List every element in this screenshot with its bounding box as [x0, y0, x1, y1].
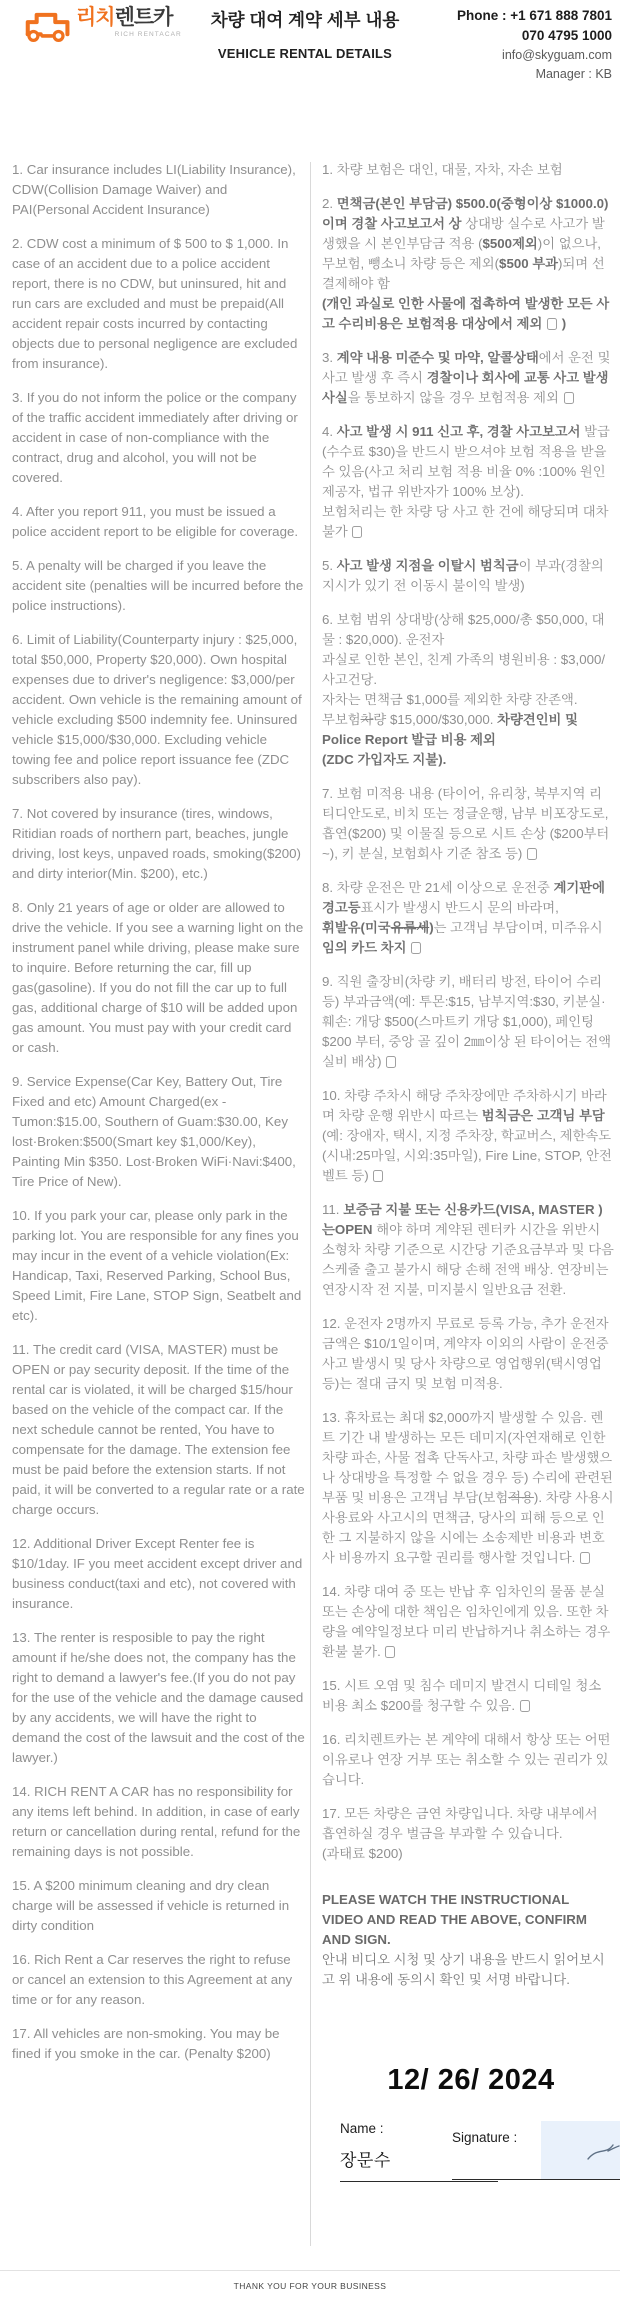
term-item-ko — [322, 784, 614, 864]
phone-number-primary: Phone : +1 671 888 7801 — [457, 8, 612, 23]
term-item-en: 10. If you park your car, please only park in the parking lot. You are responsible for any fines you may incur in the event of a vehicle violation(Ex: Handicap, Taxi, Reserved Parking, School Bus, Speed Limit, Fire Lane, STOP Sign, Seatbelt and etc). — [12, 1208, 302, 1323]
term-text: 11. — [322, 1202, 344, 1217]
term-text: 14. 차량 대여 중 또는 반납 후 임차인의 물품 분실 또는 손상에 대한 책임은 임차인에게 있음. 또한 차량을 예약일정보다 미리 반납하거나 취소하는 경우 환불 불가. — [322, 1584, 611, 1659]
term-text: 유류세 — [390, 920, 430, 935]
checkbox-icon[interactable] — [547, 318, 557, 330]
term-item-ko — [322, 1086, 614, 1186]
term-item-en: 14. RICH RENT A CAR has no responsibility for any items left behind. In addition, in case of early return or cancellation during rental, refund for the remaining days is not possible. — [12, 1784, 301, 1859]
name-label: Name : — [340, 2121, 384, 2136]
term-text: 차 — [360, 712, 374, 727]
term-text: 9. 직원 출장비(차량 키, 배터리 방전, 타이어 수리등) 부과금액(예: 투몬:$15, 남부지역:$30, 키분실·훼손: 개당 $500(스마트키 개당 $1,000), 페인팅 $200 부터, 중앙 골 깊이 2㎜이상 된 타이어는 전액 실비 배상) — [322, 974, 612, 1069]
term-text: ) — [558, 316, 567, 331]
signature-label: Signature : — [452, 2130, 518, 2145]
signature-underline — [452, 2179, 620, 2180]
term-text: 1. 차량 보험은 대인, 대물, 자차, 자손 보험 — [322, 162, 563, 177]
term-item-en: 7. Not covered by insurance (tires, windows, Ritidian roads of northern part, beaches, jungle driving, lost keys, unpaved roads, smoking($200) and dirty interior(Min. $200), etc.) — [12, 806, 301, 881]
term-item-ko — [322, 1408, 614, 1568]
term-text: 무보험 — [322, 712, 361, 727]
term-item-en: 1. Car insurance includes LI(Liability Insurance), CDW(Collision Damage Waiver) and PAI(Personal Accident Insurance) — [12, 162, 296, 217]
term-text: (예: 장애자, 택시, 지정 주차장, 학교버스, 제한속도(시내:25마일, 시외:35마일), Fire Line, STOP, 안전벨트 등) — [322, 1128, 612, 1183]
term-item-en: 8. Only 21 years of age or older are allowed to drive the vehicle. If you see a warning light on the instrument panel while driving, please make sure to inquire. Before returning the car, fill up gas(gasoline). If you do not fill the car up to full gas, additional charge of $10 will be added upon gas amount. You must pay with your credit card or cash. — [12, 900, 304, 1055]
checkbox-icon[interactable] — [411, 942, 421, 954]
term-item-ko — [322, 160, 614, 180]
term-text: (과태료 $200) — [322, 1846, 403, 1861]
checkbox-icon[interactable] — [564, 392, 574, 404]
terms-column-en — [12, 160, 306, 2078]
term-text: 5. — [322, 558, 337, 573]
term-item-en: 13. The renter is resposible to pay the right amount if he/she does not, the company has the right to demand a lawyer's fee.(If you do not pay for the use of the vehicle and the damage caused by any accidents, we will have the right to demand the cost of the lawsuit and the cost of the lawyer.) — [12, 1630, 305, 1765]
closing-notice-en: PLEASE WATCH THE INSTRUCTIONAL VIDEO AND READ THE ABOVE, CONFIRM AND SIGN. — [322, 1892, 587, 1947]
checkbox-icon[interactable] — [373, 1170, 383, 1182]
term-item-ko — [322, 1200, 614, 1300]
checkbox-icon[interactable] — [520, 1700, 530, 1712]
term-text: 발급(수수료 $30)을 반드시 받으셔야 보험 적용을 받을 수 있음(사고 처리 보험 적용 비율 0% :100% 원인제공자, 법규 위반자가 100% 보상). — [322, 424, 610, 499]
term-text: 차량견인비 및 Police Report 발급 비용 제외 — [322, 712, 578, 747]
name-underline — [340, 2181, 498, 2182]
car-icon — [22, 6, 74, 44]
term-text: ) — [429, 920, 434, 935]
term-text: 적용 — [508, 1490, 534, 1505]
term-text: 계약 내용 미준수 및 마약, 알콜상태 — [336, 350, 539, 365]
term-text: 12. 운전자 2명까지 무료로 등록 가능, 추가 운전자 금액은 $10/1일이며, 계약자 이외의 사람이 운전중 사고 발생시 및 당사 차량으로 영업행위(택시영업 등)는 절대 금지 및 보험 미적용. — [322, 1316, 609, 1391]
term-text: 량 $15,000/$30,000. — [373, 712, 498, 727]
term-text: 15. 시트 오염 및 침수 데미지 발견시 디테일 청소 비용 최소 $200를 청구할 수 있음. — [322, 1678, 602, 1713]
term-text: 사고 발생 시 911 신고 후, 경찰 사고보고서 — [336, 424, 581, 439]
term-text: 에서 운전 및 사고 발생 후 즉시 — [322, 350, 611, 385]
term-text: 해야 하며 계약된 렌터카 시간을 위반시 소형차 차량 기준으로 시간당 기준요금부과 및 다음 스케줄 출고 불가시 해당 손해 전액 배상. 연장비는 연장시작 전 지불, 미지불시 일반요금 전환. — [322, 1222, 614, 1297]
signature-pad[interactable] — [541, 2121, 620, 2179]
term-item-ko — [322, 878, 614, 958]
term-item-ko — [322, 1314, 614, 1394]
contract-date: 12/ 26/ 2024 — [387, 2064, 555, 2096]
term-text: $500 부과 — [499, 256, 559, 271]
term-item-en: 4. After you report 911, you must be issued a police accident report to be eligible for coverage. — [12, 504, 299, 539]
term-text: 10. 차량 주차시 해당 주차장에만 주차하시기 바라며 차량 운행 위반시 따르는 — [322, 1088, 607, 1123]
page-title-english: VEHICLE RENTAL DETAILS — [217, 46, 393, 61]
term-item-ko — [322, 194, 614, 334]
checkbox-icon[interactable] — [580, 1552, 590, 1564]
term-text: ). 차량 사용시 사용료와 사고시의 면책금, 당사의 피해 등으로 인한 그 지불하지 않을 시에는 소송제반 비용과 변호사 비용까지 요구할 권리를 행사할 것입니다. — [322, 1490, 614, 1565]
term-text: 표시가 발생시 반드시 문의 바라며, — [360, 900, 559, 915]
term-item-en: 17. All vehicles are non-smoking. You may be fined if you smoke in the car. (Penalty $200) — [12, 2026, 280, 2061]
term-text: )되며 선결제해야 함 — [322, 256, 605, 291]
term-text: )이 없으나, 무보험, 뺑소니 차량 등은 제외( — [322, 236, 601, 271]
term-text: 3. — [322, 350, 337, 365]
checkbox-icon[interactable] — [352, 526, 362, 538]
term-text: 이 부과(경찰의 지시가 있기 전 이동시 불이익 발생) — [322, 558, 604, 593]
terms-column-ko — [322, 160, 614, 2004]
header — [0, 0, 620, 120]
term-text: 범칙금은 고객님 부담 — [481, 1108, 605, 1123]
term-item-en: 6. Limit of Liability(Counterparty injury : $25,000, total $50,000, Property $20,000). Own hospital expenses due to driver's negligence: $3,000/per accident. Own vehicle is the remaining amount of vehicle excluding $500 indemnity fee. Uninsured vehicle $15,000/$30,000. Excluding vehicle towing fee and police report issuance fee (ZDC subscribers also pay). — [12, 632, 302, 787]
term-item-ko — [322, 422, 614, 542]
term-item-en: 9. Service Expense(Car Key, Battery Out, Tire Fixed and etc) Amount Charged(ex - Tumon:$15.00, Southern of Guam:$30.00, Key lost·Broken:$500(Smart key $1,000/Key), Painting Min $350. Lost·Broken WiFi·Navi:$400, Tire Price of New). — [12, 1074, 296, 1189]
signature-section — [322, 2064, 620, 2204]
title-block — [190, 8, 420, 61]
term-item-ko — [322, 1582, 614, 1662]
brand-logo — [22, 6, 182, 44]
term-text: 상대방 실수로 사고가 발생했을 시 본인부담금 적용 ( — [322, 216, 605, 251]
term-text: 과실로 인한 본인, 친계 가족의 병원비용 : $3,000/사고건당. — [322, 652, 606, 687]
term-item-en: 2. CDW cost a minimum of $ 500 to $ 1,000. In case of an accident due to a police accident report, there is no CDW, but uninsured, hit and run cars are excluded and must be prepaid(All accident repair costs incurred by contacting objects due to personal negligence are excluded from insurance). — [12, 236, 298, 371]
checkbox-icon[interactable] — [386, 1056, 396, 1068]
contact-block — [457, 6, 612, 84]
name-field[interactable]: 장문수 — [340, 2151, 391, 2170]
email-address: info@skyguam.com — [502, 48, 612, 62]
term-text: 17. 모든 차량은 금연 차량입니다. 차량 내부에서 흡연하실 경우 벌금을 부과할 수 있습니다. — [322, 1806, 598, 1841]
term-text: 6. 보험 범위 상대방(상해 $25,000/총 $50,000, 대물 : $20,000). 운전자 — [322, 612, 605, 647]
manager-name: Manager : KB — [535, 67, 612, 81]
term-text: 경찰이나 회사에 교통 사고 발생 사실 — [322, 370, 609, 405]
term-text: 자차는 면책금 $1,000를 제외한 차량 잔존액. — [322, 692, 578, 707]
term-item-en: 16. Rich Rent a Car reserves the right to refuse or cancel an extension to this Agreement at any time or for any reason. — [12, 1952, 293, 2007]
term-text: 계기판에 경고등 — [322, 880, 605, 915]
term-text: 7. 보험 미적용 내용 (타이어, 유리창, 북부지역 리티디안도로, 비치 또는 정글운행, 남부 비포장도로, 흡연($200) 및 이물질 등으로 시트 손상 ($200부터~), 키 분실, 보험회사 기준 참조 등) — [322, 786, 610, 861]
column-divider — [310, 162, 311, 2246]
term-text: 사고 발생 지점을 이탈시 범칙금 — [336, 558, 519, 573]
term-item-ko — [322, 972, 614, 1072]
term-item-ko — [322, 610, 614, 770]
closing-notice-ko: 안내 비디오 시청 및 상기 내용을 반드시 읽어보시고 위 내용에 동의시 확인 및 서명 바랍니다. — [322, 1952, 605, 1987]
term-text: 16. 리치렌트카는 본 계약에 대해서 항상 또는 어떤 이유로나 연장 거부 또는 취소할 수 있는 권리가 있습니다. — [322, 1732, 611, 1787]
brand-name-dark: 렌트카 — [114, 6, 173, 29]
term-text: 보험처리는 한 차량 당 사고 한 건에 해당되며 대차 불가 — [322, 504, 609, 539]
term-text: (개인 과실로 인한 사물에 접촉하여 발생한 모든 사고 수리비용은 보험적용 대상에서 제외 — [322, 296, 610, 331]
term-item-ko — [322, 348, 614, 408]
page-title-korean: 차량 대여 계약 세부 내용 — [210, 10, 400, 30]
term-text: 2. — [322, 196, 337, 211]
term-text: 8. 차량 운전은 만 21세 이상으로 운전중 — [322, 880, 554, 895]
footer-divider — [0, 2270, 620, 2271]
term-text: 을 통보하지 않을 경우 보험적용 제외 — [347, 390, 563, 405]
term-text: 13. 휴차료는 최대 $2,000까지 발생할 수 있음. 렌트 기간 내 발생하는 모든 데미지(자연재해로 인한 차량 파손, 사물 접촉 단독사고, 차량 파손 발생했으나 상대방을 특정할 수 없을 경우 등) 수리에 관련된 부품 및 비용은 고객님 부담(보험 — [322, 1410, 613, 1505]
term-item-en: 11. The credit card (VISA, MASTER) must be OPEN or pay security deposit. If the time of the rental car is violated, it will be charged $15/hour based on the vehicle of the compact car. If the next schedule cannot be rented, You have to compensate for the damage. The extension fee must be paid before the extension starts. If not paid, it will be converted to a regular rate or a rate charge occurs. — [12, 1342, 305, 1517]
footer-thanks: THANK YOU FOR YOUR BUSINESS — [233, 2281, 387, 2291]
term-item-en: 3. If you do not inform the police or the company of the traffic accident immediately after driving or accident in case of non-compliance with the contract, drug and alcohol, you will not be covered. — [12, 390, 298, 485]
term-text: 보증금 지불 또는 신용카드(VISA, MASTER )는OPEN — [322, 1202, 603, 1237]
brand-name-orange: 리치 — [76, 6, 115, 29]
term-text: 임의 카드 차지 — [322, 940, 411, 955]
term-item-ko — [322, 1676, 614, 1716]
signature-stroke — [586, 2139, 620, 2163]
term-text: $500제외 — [482, 236, 538, 251]
term-item-en: 12. Additional Driver Except Renter fee is $10/1day. IF you meet accident except driver and business conduct(taxi and etc), not covered with insurance. — [12, 1536, 303, 1611]
term-item-ko — [322, 1804, 614, 1864]
term-text: 면책금(본인 부담금) $500.0(중형이상 $1000.0)이며 경찰 사고보고서 상 — [322, 196, 609, 231]
term-text: 휘발유(미국 — [322, 920, 391, 935]
term-item-en: 5. A penalty will be charged if you leave the accident site (penalties will be incurred before the police instructions). — [12, 558, 304, 613]
term-text: 4. — [322, 424, 337, 439]
term-item-ko — [322, 556, 614, 596]
checkbox-icon[interactable] — [527, 848, 537, 860]
phone-number-secondary: 070 4795 1000 — [521, 28, 612, 43]
brand-subtitle: RICH RENTACAR — [114, 31, 182, 38]
term-item-en: 15. A $200 minimum cleaning and dry clean charge will be assessed if vehicle is returned in dirty condition — [12, 1878, 290, 1933]
term-item-ko — [322, 1730, 614, 1790]
term-text: (ZDC 가입자도 지불). — [322, 752, 447, 767]
term-text: 는 고객님 부담이며, 미주유시 — [433, 920, 603, 935]
checkbox-icon[interactable] — [385, 1646, 395, 1658]
